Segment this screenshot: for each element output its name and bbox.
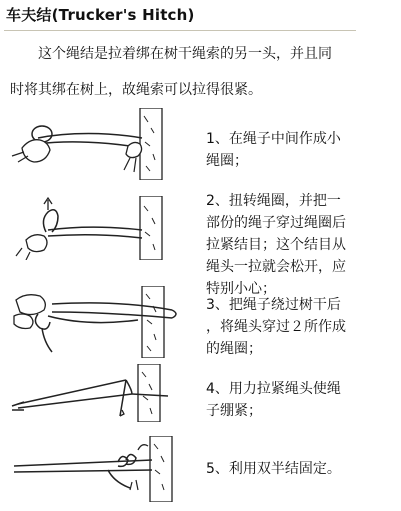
page-title: 车夫结(Trucker's Hitch) xyxy=(6,6,195,24)
rope-loop-illustration-icon xyxy=(8,108,194,180)
twisted-loop-illustration-icon xyxy=(8,196,194,260)
step-4-text xyxy=(206,378,386,422)
illustration-step-4 xyxy=(8,364,194,422)
step-1-line-1: 在绳子中间作成小 xyxy=(228,131,341,147)
illustration-step-3 xyxy=(8,286,194,358)
step-1-number: 1、 xyxy=(206,131,229,147)
illustration-step-5 xyxy=(8,436,194,502)
step-5-number: 5、 xyxy=(206,461,229,477)
step-3-line-2: ，将绳头穿过２所作成 xyxy=(206,319,346,335)
step-2-text xyxy=(206,190,386,300)
illustration-step-2 xyxy=(8,196,194,260)
step-2-line-5: 特别小心； xyxy=(206,281,276,297)
intro-line-1: 这个绳结是拉着绑在树干绳索的另一头，并且同 xyxy=(38,46,332,62)
step-3-text xyxy=(206,294,386,360)
step-3-line-3: 的绳圈； xyxy=(206,341,262,357)
step-2-line-2: 部份的绳子穿过绳圈后 xyxy=(206,215,346,231)
step-5-line-1: 利用双半结固定。 xyxy=(228,461,341,477)
title-divider xyxy=(4,30,356,31)
step-4-line-2: 子绷紧； xyxy=(206,403,262,419)
illustration-step-1 xyxy=(8,108,194,180)
step-4-number: 4、 xyxy=(206,381,229,397)
step-2-line-3: 拉紧结目；这个结目从 xyxy=(206,237,346,253)
intro-paragraph xyxy=(10,36,390,108)
step-4-line-1: 用力拉紧绳头使绳 xyxy=(228,381,341,397)
taut-rope-illustration-icon xyxy=(8,364,194,422)
rope-around-trunk-illustration-icon xyxy=(8,286,194,358)
step-5-text xyxy=(206,458,386,480)
step-2-line-4: 绳头一拉就会松开，应 xyxy=(206,259,346,275)
double-half-hitch-illustration-icon xyxy=(8,436,194,502)
step-1-text xyxy=(206,128,386,172)
step-3-number: 3、 xyxy=(206,297,229,313)
step-1-line-2: 绳圈； xyxy=(206,153,248,169)
step-2-number: 2、 xyxy=(206,193,229,209)
intro-line-2: 时将其绑在树上，故绳索可以拉得很紧。 xyxy=(10,82,262,98)
step-2-line-1: 扭转绳圈，并把一 xyxy=(228,193,341,209)
step-3-line-1: 把绳子绕过树干后 xyxy=(228,297,341,313)
